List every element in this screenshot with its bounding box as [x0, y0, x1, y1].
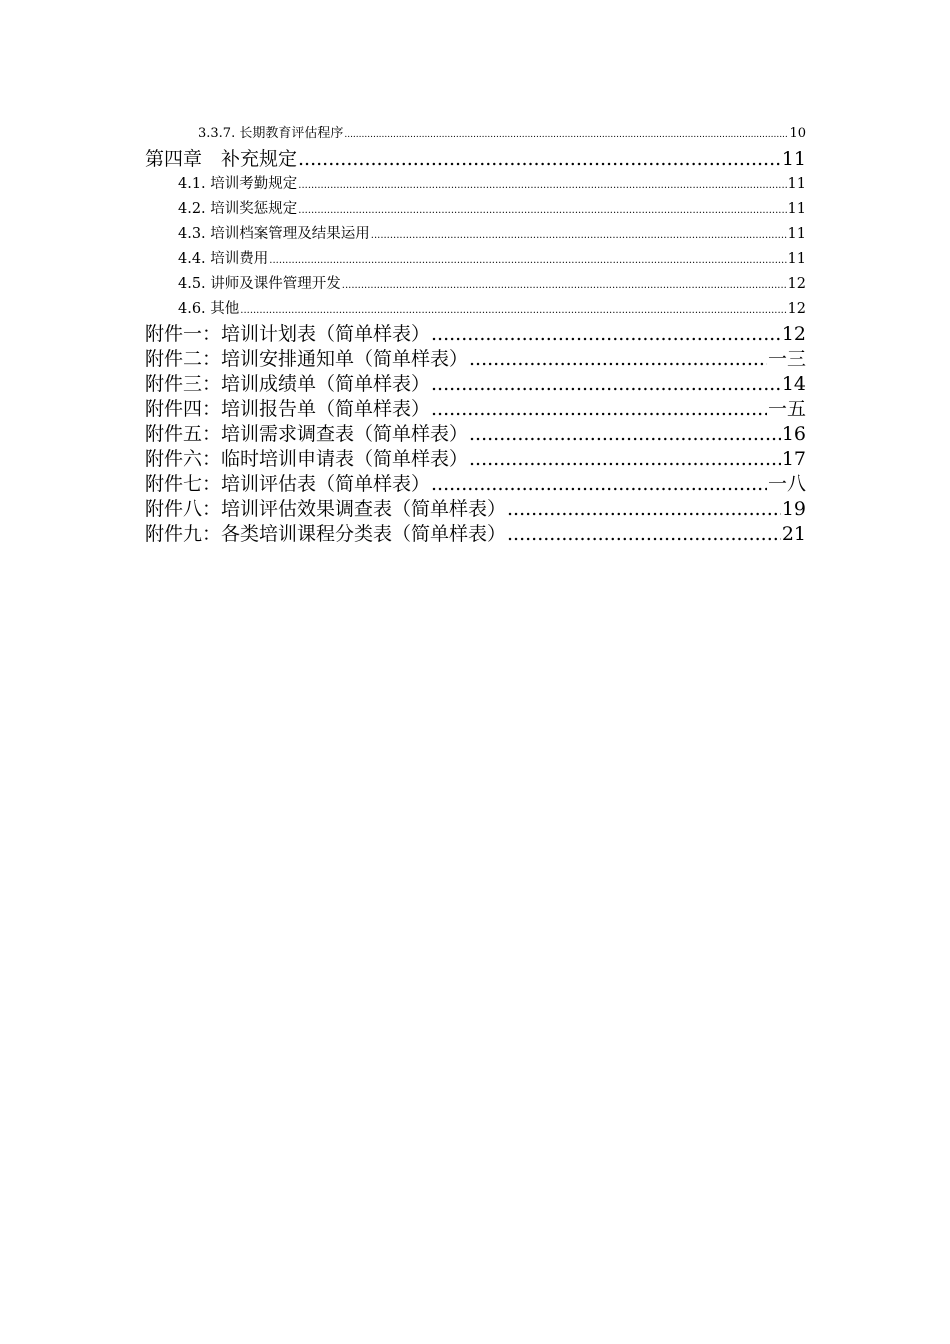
- toc-entry-3-3-7[interactable]: [198, 122, 806, 146]
- table-of-contents: [0, 122, 950, 547]
- toc-entry-label: 附件三：培训成绩单（简单样表）: [145, 373, 431, 395]
- dot-leader: [298, 172, 786, 198]
- toc-entry-page: 14: [781, 373, 806, 395]
- dot-leader: [507, 497, 781, 522]
- toc-entry-appendix-6[interactable]: [145, 447, 806, 472]
- dot-leader: [371, 222, 787, 248]
- dot-leader: [298, 197, 786, 223]
- dot-leader: [469, 347, 767, 372]
- toc-entry-page: 一八: [767, 473, 806, 495]
- toc-entry-label: 第四章 补充规定: [145, 148, 298, 170]
- toc-entry-page: 12: [787, 301, 806, 317]
- toc-entry-label: 附件二：培训安排通知单（简单样表）: [145, 348, 469, 370]
- toc-entry-page: 16: [781, 423, 806, 445]
- toc-entry-page: 11: [787, 226, 806, 242]
- toc-entry-4-3[interactable]: [178, 222, 806, 247]
- dot-leader: [298, 146, 781, 172]
- toc-entry-page: 19: [781, 498, 806, 520]
- toc-entry-label: 4.5. 讲师及课件管理开发: [178, 276, 341, 292]
- toc-entry-page: 11: [787, 176, 806, 192]
- toc-entry-page: 12: [787, 276, 806, 292]
- toc-entry-label: 附件四：培训报告单（简单样表）: [145, 398, 431, 420]
- toc-entry-label: 4.1. 培训考勤规定: [178, 176, 298, 192]
- toc-entry-appendix-3[interactable]: [145, 372, 806, 397]
- toc-entry-chapter-4[interactable]: [145, 146, 806, 172]
- dot-leader: [344, 122, 788, 147]
- dot-leader: [431, 472, 767, 497]
- dot-leader: [507, 522, 781, 547]
- toc-entry-page: 一三: [767, 348, 806, 370]
- dot-leader: [469, 447, 781, 472]
- toc-entry-4-1[interactable]: [178, 172, 806, 197]
- toc-entry-page: 11: [787, 251, 806, 267]
- toc-entry-page: 12: [781, 323, 806, 345]
- dot-leader: [240, 297, 786, 323]
- dot-leader: [269, 247, 786, 273]
- toc-entry-appendix-9[interactable]: [145, 522, 806, 547]
- toc-entry-label: 附件七：培训评估表（简单样表）: [145, 473, 431, 495]
- toc-entry-label: 4.6. 其他: [178, 301, 240, 317]
- toc-entry-appendix-7[interactable]: [145, 472, 806, 497]
- dot-leader: [431, 372, 781, 397]
- toc-entry-label: 附件八：培训评估效果调查表（简单样表）: [145, 498, 507, 520]
- toc-entry-page: 10: [789, 126, 806, 141]
- toc-entry-appendix-2[interactable]: [145, 347, 806, 372]
- toc-entry-4-5[interactable]: [178, 272, 806, 297]
- toc-entry-4-6[interactable]: [178, 297, 806, 322]
- toc-entry-page: 21: [781, 523, 806, 545]
- toc-entry-label: 4.3. 培训档案管理及结果运用: [178, 226, 370, 242]
- toc-entry-appendix-1[interactable]: [145, 322, 806, 347]
- toc-entry-label: 附件五：培训需求调查表（简单样表）: [145, 423, 469, 445]
- toc-entry-page: 一五: [767, 398, 806, 420]
- dot-leader: [342, 272, 787, 298]
- toc-entry-label: 附件六：临时培训申请表（简单样表）: [145, 448, 469, 470]
- toc-entry-label: 4.4. 培训费用: [178, 251, 269, 267]
- toc-entry-label: 3.3.7. 长期教育评估程序: [198, 126, 344, 141]
- toc-entry-label: 4.2. 培训奖惩规定: [178, 201, 298, 217]
- dot-leader: [431, 397, 767, 422]
- dot-leader: [469, 422, 781, 447]
- toc-entry-4-4[interactable]: [178, 247, 806, 272]
- toc-entry-label: 附件九：各类培训课程分类表（简单样表）: [145, 523, 507, 545]
- toc-entry-appendix-8[interactable]: [145, 497, 806, 522]
- toc-entry-page: 11: [781, 148, 806, 170]
- dot-leader: [431, 322, 781, 347]
- toc-entry-appendix-4[interactable]: [145, 397, 806, 422]
- toc-entry-label: 附件一：培训计划表（简单样表）: [145, 323, 431, 345]
- toc-entry-page: 17: [781, 448, 806, 470]
- toc-entry-4-2[interactable]: [178, 197, 806, 222]
- toc-entry-appendix-5[interactable]: [145, 422, 806, 447]
- toc-entry-page: 11: [787, 201, 806, 217]
